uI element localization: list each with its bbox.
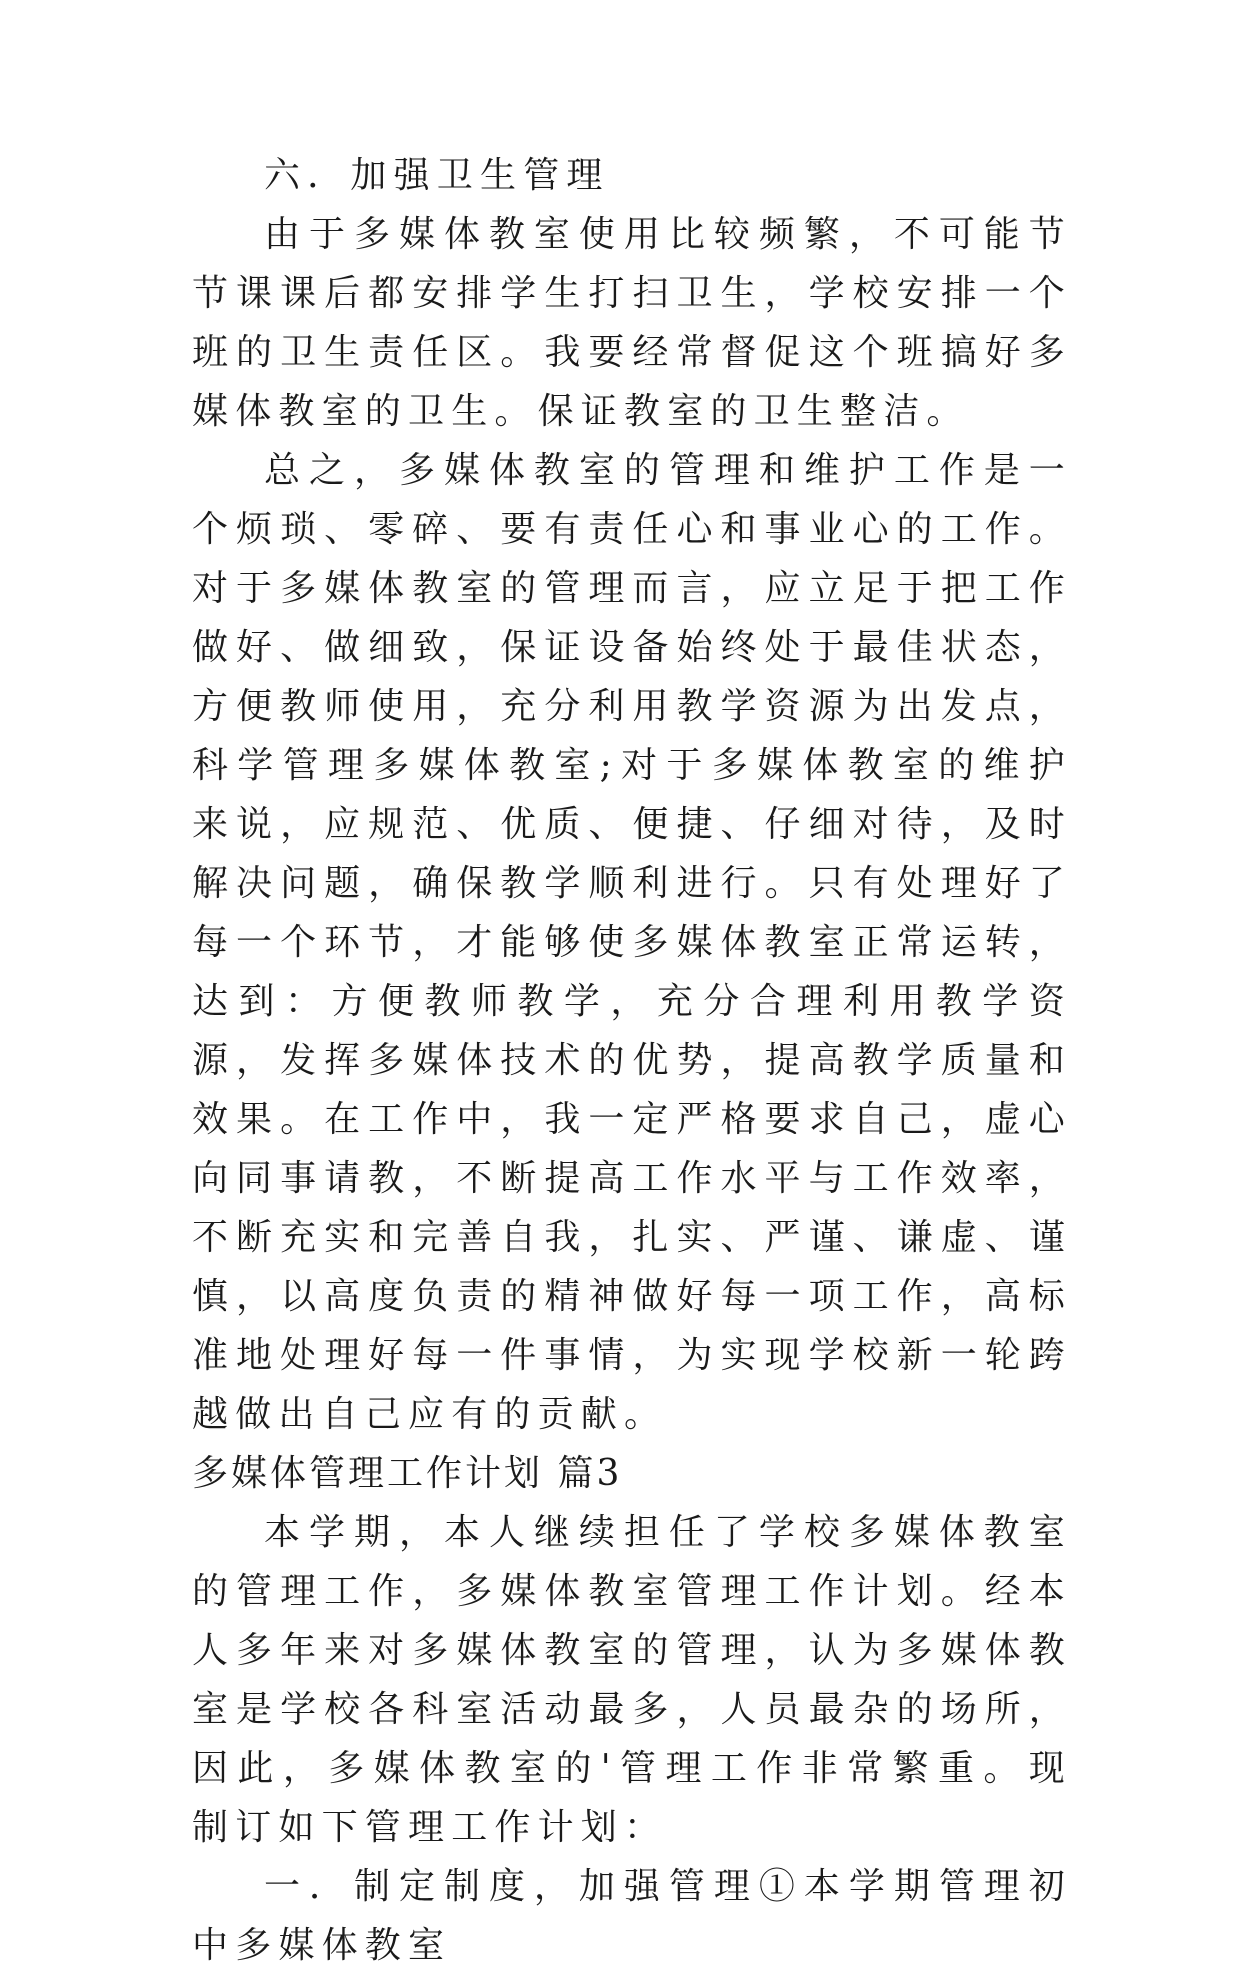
article-title: 多媒体管理工作计划 篇3	[192, 1453, 623, 1494]
document-page	[192, 146, 1072, 1975]
paragraph-section-1: 一．制定制度，加强管理①本学期管理初中多媒体教室	[192, 1866, 1072, 1966]
paragraph-summary: 总之，多媒体教室的管理和维护工作是一个烦琐、零碎、要有责任心和事业心的工作。对于多媒体教室的管理而言，应立足于把工作做好、做细致，保证设备始终处于最佳状态，方便教师使用，充分利用教学资源为出发点，科学管理多媒体教室;对于多媒体教室的维护来说，应规范、优质、便捷、仔细对待，及时解决问题，确保教学顺利进行。只有处理好了每一个环节，才能够使多媒体教室正常运转，达到：方便教师教学，充分合理利用教学资源，发挥多媒体技术的优势，提高教学质量和效果。在工作中，我一定严格要求自己，虚心向同事请教，不断提高工作水平与工作效率，不断充实和完善自我，扎实、严谨、谦虚、谨慎，以高度负责的精神做好每一项工作，高标准地处理好每一件事情，为实现学校新一轮跨越做出自己应有的贡献。	[192, 450, 1072, 1435]
section-heading: 六．加强卫生管理	[264, 155, 610, 196]
paragraph-intro: 本学期，本人继续担任了学校多媒体教室的管理工作，多媒体教室管理工作计划。经本人多年来对多媒体教室的管理，认为多媒体教室是学校各科室活动最多，人员最杂的场所，因此，多媒体教室的'管理工作非常繁重。现制订如下管理工作计划：	[192, 1512, 1072, 1848]
paragraph-hygiene: 由于多媒体教室使用比较频繁，不可能节节课课后都安排学生打扫卫生，学校安排一个班的卫生责任区。我要经常督促这个班搞好多媒体教室的卫生。保证教室的卫生整洁。	[192, 214, 1072, 432]
